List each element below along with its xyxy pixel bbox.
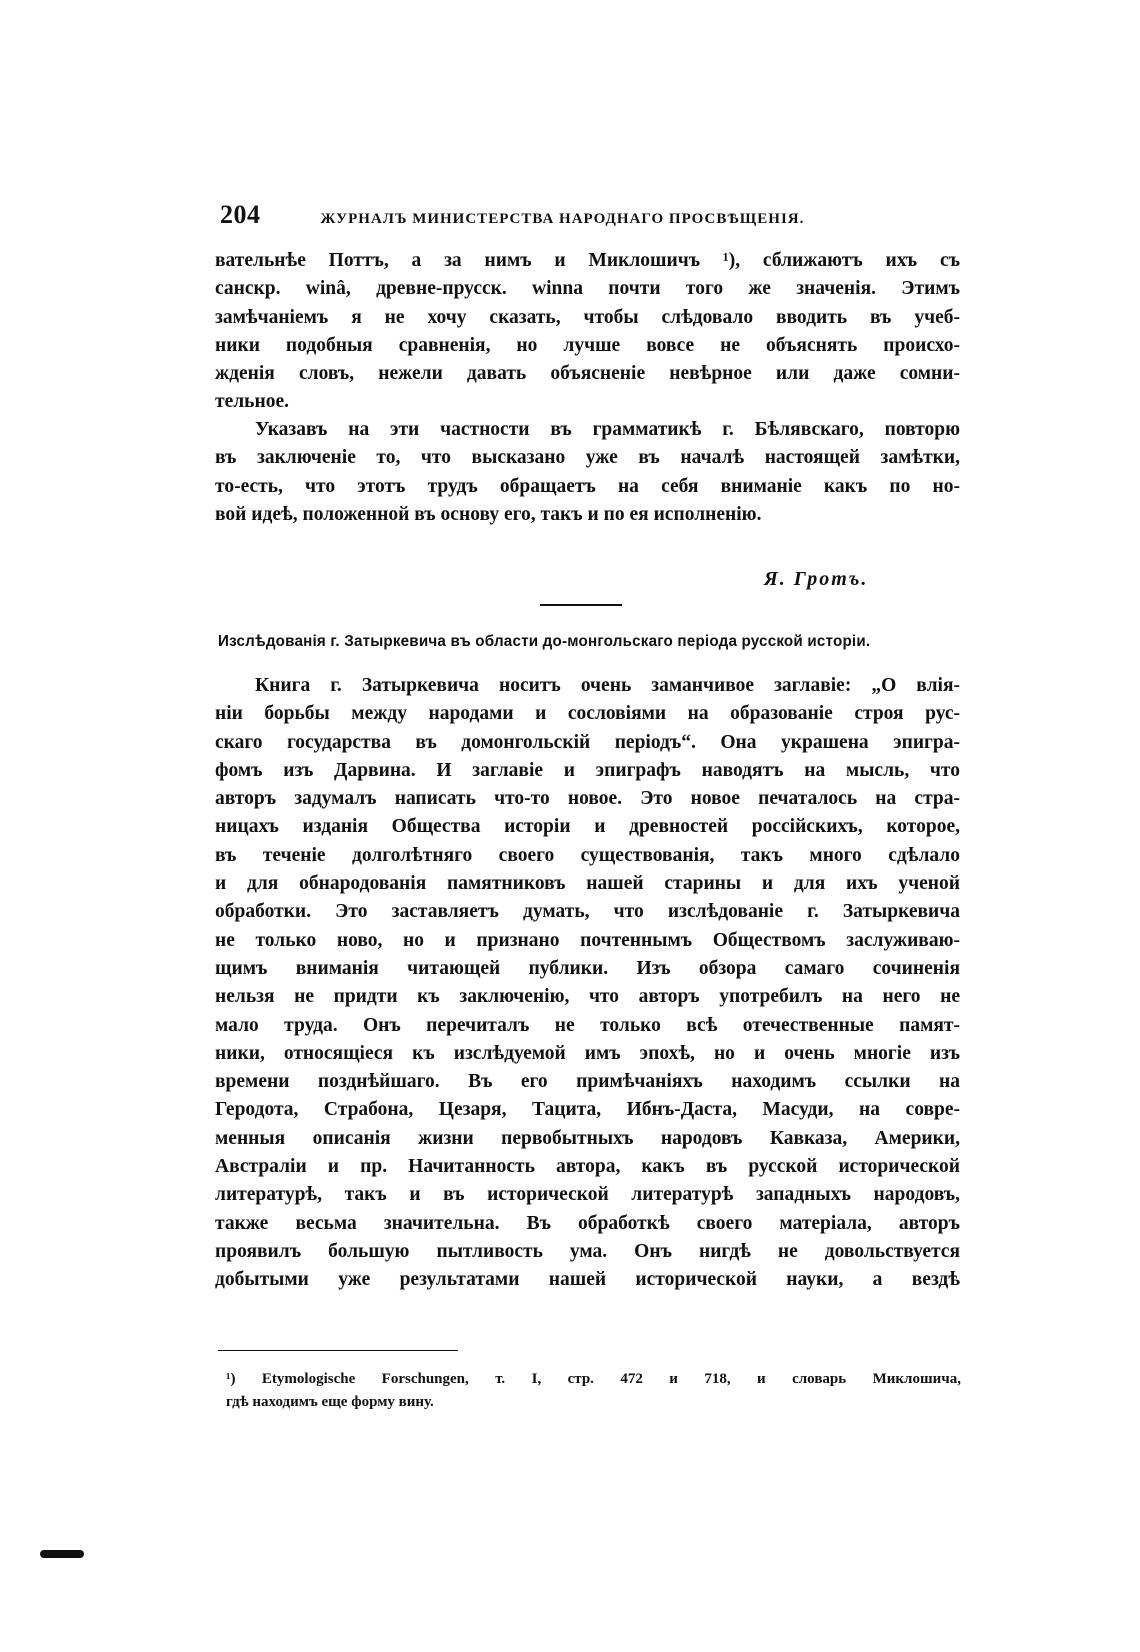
text-line: и для обнародованія памятниковъ нашей старины и для ихъ ученой <box>215 873 960 895</box>
text-line: нельзя не придти къ заключенію, что авторъ употребилъ на него не <box>215 986 960 1008</box>
text-line: ники подобныя сравненія, но лучше вовсе не объяснять происхо- <box>215 334 960 356</box>
text-line: вой идеѣ, положенной въ основу его, такъ и по ея исполненію. <box>215 503 762 525</box>
footnote <box>226 1368 961 1414</box>
footnote-rule <box>218 1350 458 1351</box>
text-line: мало труда. Онъ перечиталъ не только всѣ отечественные памят- <box>215 1014 960 1036</box>
text-line: ники, относящіеся къ изслѣдуемой имъ эпохѣ, но и очень многіе изъ <box>215 1042 960 1064</box>
text-line: въ заключеніе то, что высказано уже въ началѣ настоящей замѣтки, <box>215 447 960 469</box>
text-line: щимъ вниманія читающей публики. Изъ обзора самаго сочиненія <box>215 957 960 979</box>
paragraph-conclusion <box>215 416 960 529</box>
text-line: ницахъ изданія Общества исторіи и древностей россійскихъ, которое, <box>215 816 960 838</box>
paragraph-review <box>215 672 960 1295</box>
text-line: Геродота, Страбона, Цезаря, Тацита, Ибнъ-Даста, Масуди, на совре- <box>215 1099 960 1121</box>
text-line: Австраліи и пр. Начитанность автора, какъ въ русской исторической <box>215 1156 960 1178</box>
text-line: проявилъ большую пытливость ума. Онъ нигдѣ не довольствуется <box>215 1240 960 1262</box>
text-line: авторъ задумалъ написать что-то новое. Это новое печаталось на стра- <box>215 788 960 810</box>
paragraph-continuation <box>215 247 960 417</box>
text-line: менныя описанія жизни первобытныхъ народовъ Кавказа, Америки, <box>215 1127 960 1149</box>
text-line: Указавъ на эти частности въ грамматикѣ г. Бѣлявскаго, повторю <box>255 419 960 440</box>
text-line: санскр. winâ, древне-прусск. winna почти того же значенія. Этимъ <box>215 278 960 300</box>
text-line: не только ново, но и признано почтеннымъ Обществомъ заслуживаю- <box>215 929 960 951</box>
margin-ink-mark <box>40 1550 84 1558</box>
text-line: добытыми уже результатами нашей исторической науки, а вездѣ <box>215 1269 960 1291</box>
text-line: вательнѣе Поттъ, а за нимъ и Миклошичъ ¹), сближаютъ ихъ съ <box>215 250 960 271</box>
text-line: Книга г. Затыркевича носитъ очень заманчивое заглавіе: „О влія- <box>255 675 960 696</box>
text-line: обработки. Это заставляетъ думать, что изслѣдованіе г. Затыркевича <box>215 901 960 923</box>
text-line: ніи борьбы между народами и сословіями на образованіе строя рус- <box>215 703 960 725</box>
footnote-line: ¹) Etymologische Forschungen, т. I, стр. 472 и 718, и словарь Миклошича, <box>226 1371 961 1387</box>
text-line: фомъ изъ Дарвина. И заглавіе и эпиграфъ наводятъ на мысль, что <box>215 759 960 781</box>
text-line: литературѣ, такъ и въ исторической литературѣ западныхъ народовъ, <box>215 1184 960 1206</box>
running-head: ЖУРНАЛЪ МИНИСТЕРСТВА НАРОДНАГО ПРОСВѢЩЕНІЯ. <box>320 211 805 227</box>
author-signature: Я. Гротъ. <box>764 568 869 590</box>
text-line: скаго государства въ домонгольскій періодъ“. Она украшена эпигра- <box>215 731 960 753</box>
text-line: замѣчаніемъ я не хочу сказать, чтобы слѣдовало вводить въ учеб- <box>215 306 960 328</box>
section-title: Изслѣдованія г. Затыркевича въ области до-монгольскаго періода русской исторіи. <box>218 633 871 650</box>
section-divider <box>540 604 622 606</box>
footnote-line: гдѣ находимъ еще форму вину. <box>226 1394 434 1410</box>
text-line: времени позднѣйшаго. Въ его примѣчаніяхъ находимъ ссылки на <box>215 1071 960 1093</box>
text-line: также весьма значительна. Въ обработкѣ своего матеріала, авторъ <box>215 1212 960 1234</box>
page-header <box>220 200 960 240</box>
text-line: жденія словъ, нежели давать объясненіе невѣрное или даже сомни- <box>215 363 960 385</box>
text-line: то-есть, что этотъ трудъ обращаетъ на себя вниманіе какъ по но- <box>215 475 960 497</box>
text-line: въ теченіе долголѣтняго своего существованія, такъ много сдѣлало <box>215 844 960 866</box>
text-line: тельное. <box>215 391 290 413</box>
page-number: 204 <box>220 200 261 229</box>
